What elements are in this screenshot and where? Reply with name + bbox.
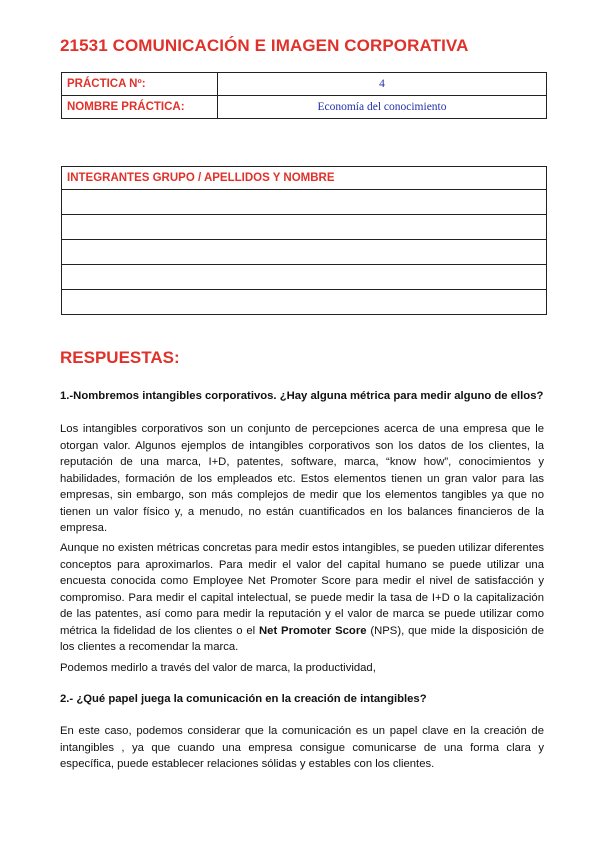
answer-1-paragraph-3: Podemos medirlo a través del valor de marca, la productividad, (60, 662, 376, 674)
group-members-table (61, 166, 547, 315)
answer-1-paragraph-2-text: Aunque no existen métricas concretas para medir estos intangibles, se pueden utilizar diferentes conceptos para aproximarlos. Para medir el valor del capital humano se puede utilizar una encuesta conocida como Employee Net Promoter Score para medir el nivel de satisfacción y compromiso. Para medir el capital intelectual, se puede medir la tasa de I+D o la capitalización de las patentes, así como para medir la reputación y el valor de marca se puede utilizar como métrica la fidelidad de los clientes o el (60, 542, 544, 637)
practice-name-row (62, 96, 547, 119)
practice-name-value: Economía del conocimiento (218, 96, 547, 119)
answer-1-paragraph-2-end: (NPS), que mide la disposición de los clientes a recomendar la marca. (60, 624, 544, 653)
answer-1-paragraph-2 (60, 540, 544, 656)
member-row (62, 215, 547, 240)
answer-2-paragraph-1: En este caso, podemos considerar que la comunicación es un papel clave en la creación de intangibles , ya que cuando una empresa consigue comunicarse de una forma clara y específica, puede establecer relaciones sólidas y estables con los clientes. (60, 725, 544, 770)
practice-number-label: PRÁCTICA Nº: (62, 73, 218, 96)
practice-info-table (61, 72, 547, 119)
member-row (62, 290, 547, 315)
practice-number-value: 4 (218, 73, 547, 96)
group-members-header: INTEGRANTES GRUPO / APELLIDOS Y NOMBRE (62, 167, 547, 190)
answers-heading: RESPUESTAS: (60, 348, 180, 367)
document-title: 21531 COMUNICACIÓN E IMAGEN CORPORATIVA (60, 36, 469, 55)
question-2: 2.- ¿Qué papel juega la comunicación en la creación de intangibles? (60, 693, 427, 705)
question-1: 1.-Nombremos intangibles corporativos. ¿Hay alguna métrica para medir alguno de ellos? (60, 390, 544, 402)
member-row (62, 240, 547, 265)
practice-name-label: NOMBRE PRÁCTICA: (62, 96, 218, 119)
member-row (62, 190, 547, 215)
member-row (62, 265, 547, 290)
net-promoter-score-term: Net Promoter Score (259, 624, 367, 637)
practice-number-row (62, 73, 547, 96)
answer-1-paragraph-1: Los intangibles corporativos son un conjunto de percepciones acerca de una empresa que le otorgan valor. Algunos ejemplos de intangibles corporativos son los datos de los clientes, la reputación de una marca, I+D, patentes, software, marca, “know how”, conocimientos y habilidades, formación de los empleados etc. Estos elementos tienen un gran valor para las empresas, sin embargo, son más complejos de medir que los elementos tangibles ya que no tienen un valor físico y, a menudo, no están cuantificados en los balances financieros de la empresa. (60, 423, 544, 534)
